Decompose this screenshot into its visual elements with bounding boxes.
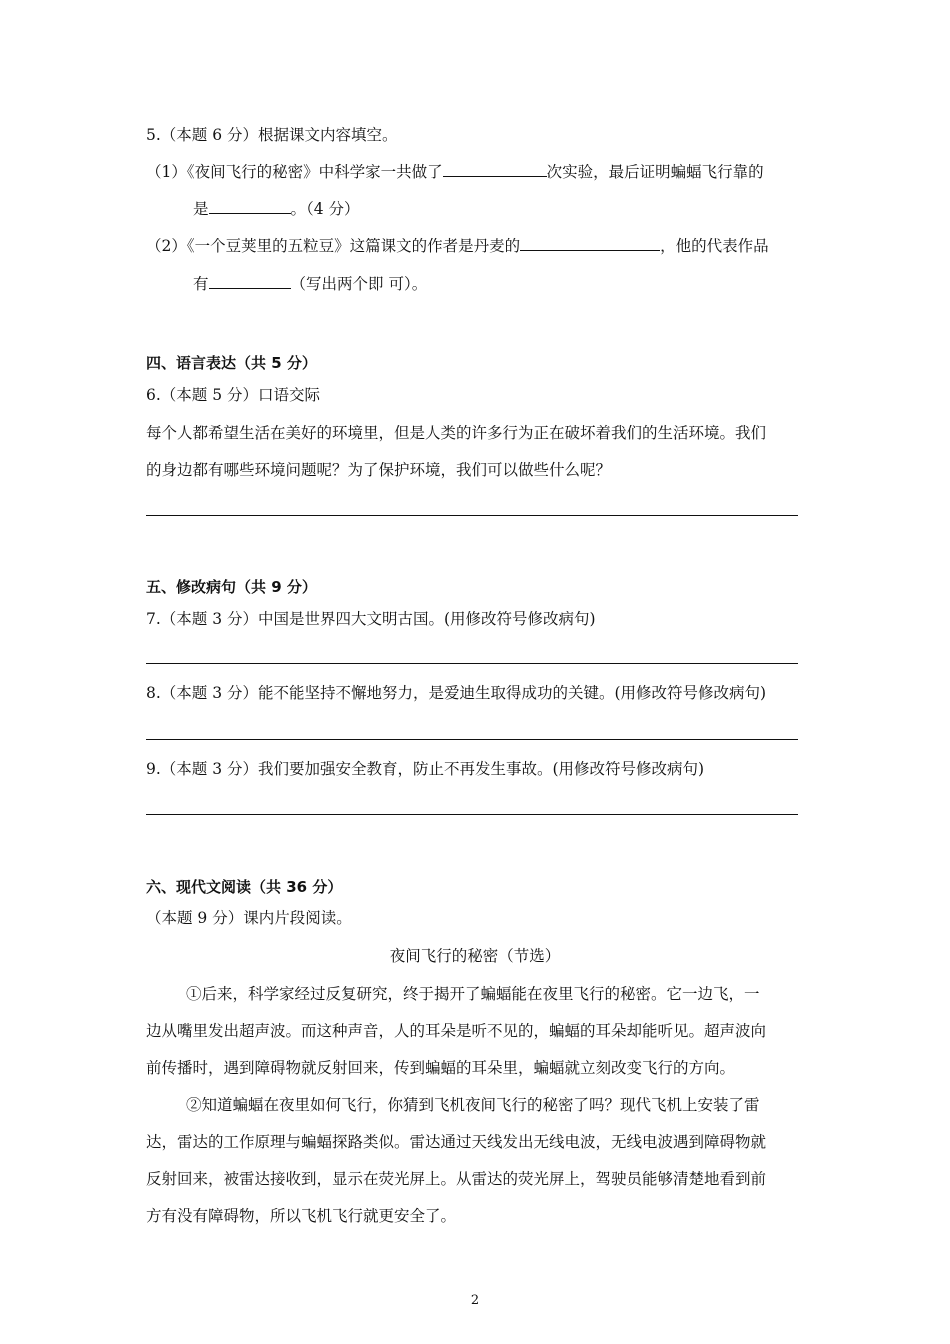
q5-part1-text-b: 次实验，最后证明蝙蝠飞行靠的 (546, 163, 764, 181)
q9-answer-line[interactable] (146, 814, 798, 815)
q5-part2-text-c: 有 (193, 275, 209, 293)
passage-title: 夜间飞行的秘密（节选） (389, 947, 561, 965)
q5-part2-text-d: （写出两个即 可）。 (290, 275, 428, 293)
q5-part1-line1 (146, 160, 764, 183)
q5-part2-text-a: （2）《一个豆荚里的五粒豆》这篇课文的作者是丹麦的 (146, 237, 521, 255)
q5-part1-text-d: 。（4 分） (290, 200, 360, 218)
section-4-title: 四、语言表达（共 5 分） (146, 354, 317, 372)
q5-part1-line2 (193, 197, 360, 220)
passage-p2-line3: 反射回来，被雷达接收到，显示在荧光屏上。从雷达的荧光屏上，驾驶员能够清楚地看到前 (146, 1170, 767, 1188)
section-6-title: 六、现代文阅读（共 36 分） (146, 878, 343, 896)
q5-heading: 5.（本题 6 分）根据课文内容填空。 (146, 126, 398, 144)
q5-part2-text-b: ，他的代表作品 (660, 237, 769, 255)
passage-p2-line4: 方有没有障碍物，所以飞机飞行就更安全了。 (146, 1207, 457, 1225)
q7-answer-line[interactable] (146, 663, 798, 664)
q5-part1-text-c: 是 (193, 200, 209, 218)
passage-p2-line2: 达，雷达的工作原理与蝙蝠探路类似。雷达通过天线发出无线电波，无线电波遇到障碍物就 (146, 1133, 767, 1151)
page-number: 2 (470, 1293, 480, 1308)
q5-part2-line2 (193, 272, 427, 295)
passage-p1-line2: 边从嘴里发出超声波。而这种声音，人的耳朵是听不见的，蝙蝠的耳朵却能听见。超声波向 (146, 1022, 767, 1040)
q6-heading: 6.（本题 5 分）口语交际 (146, 386, 321, 404)
q6-body-line2: 的身边都有哪些环境问题呢？为了保护环境，我们可以做些什么呢？ (146, 461, 612, 479)
passage-p1-line1: ①后来，科学家经过反复研究，终于揭开了蝙蝠能在夜里飞行的秘密。它一边飞，一 (186, 985, 760, 1003)
passage-p2-line1: ②知道蝙蝠在夜里如何飞行，你猜到飞机夜间飞行的秘密了吗？现代飞机上安装了雷 (186, 1096, 760, 1114)
q5-blank-author[interactable] (520, 234, 660, 251)
reading-intro: （本题 9 分）课内片段阅读。 (146, 909, 352, 927)
q5-blank-bat-relies-on[interactable] (209, 197, 291, 214)
q7-text: 7.（本题 3 分）中国是世界四大文明古国。(用修改符号修改病句) (146, 610, 596, 628)
q5-blank-works[interactable] (209, 272, 291, 289)
q9-text: 9.（本题 3 分）我们要加强安全教育，防止不再发生事故。(用修改符号修改病句) (146, 760, 705, 778)
q8-text: 8.（本题 3 分）能不能坚持不懈地努力，是爱迪生取得成功的关键。(用修改符号修改病句) (146, 684, 767, 702)
section-5-title: 五、修改病句（共 9 分） (146, 578, 317, 596)
q6-body-line1: 每个人都希望生活在美好的环境里，但是人类的许多行为正在破坏着我们的生活环境。我们 (146, 424, 767, 442)
q5-part2-line1 (146, 234, 769, 257)
passage-p1-line3: 前传播时，遇到障碍物就反射回来，传到蝙蝠的耳朵里，蝙蝠就立刻改变飞行的方向。 (146, 1059, 736, 1077)
q8-answer-line[interactable] (146, 739, 798, 740)
q6-answer-line[interactable] (146, 515, 798, 516)
q5-part1-text-a: （1）《夜间飞行的秘密》中科学家一共做了 (146, 163, 443, 181)
q5-blank-experiment-count[interactable] (443, 160, 547, 177)
